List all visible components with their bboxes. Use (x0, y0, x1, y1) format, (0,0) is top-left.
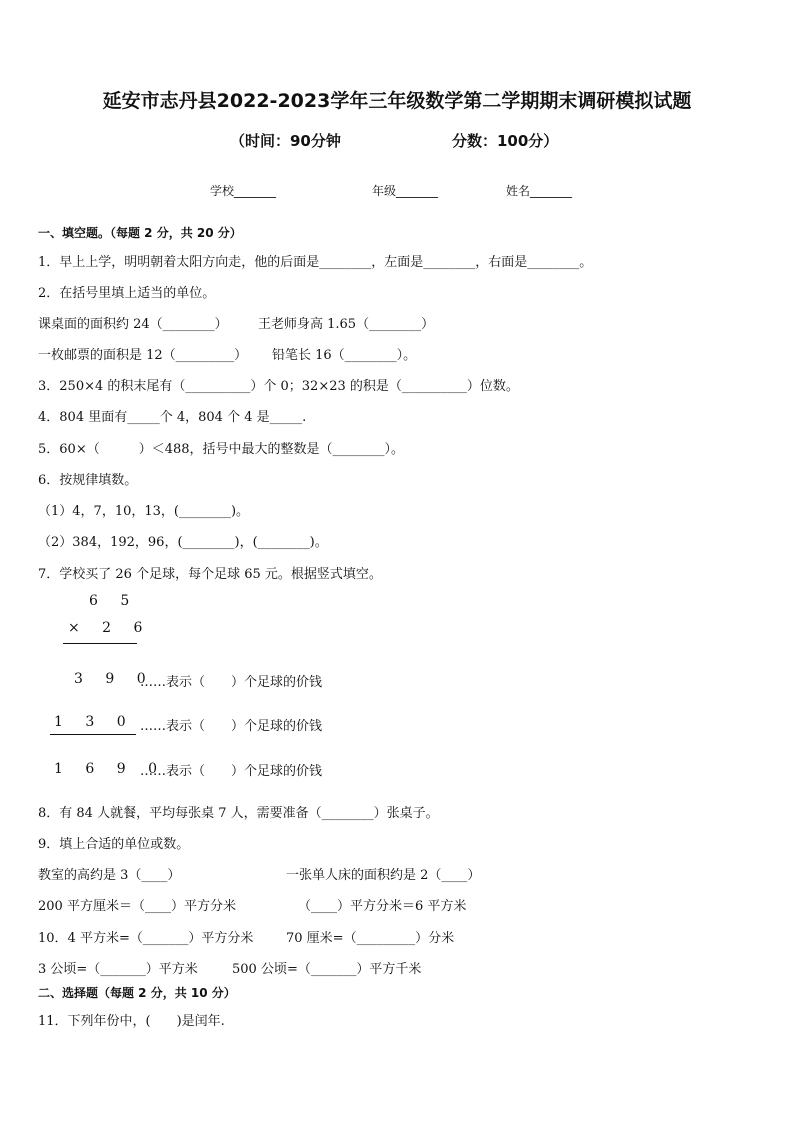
question-4: 4．804 里面有_____个 4，804 个 4 是_____. (38, 410, 307, 425)
question-6-2: （2）384，192，96，(________)，(________)。 (38, 535, 328, 550)
question-6-1: （1）4，7，10，13，(________)。 (38, 504, 250, 519)
calc-partial-1: 3 9 0 (74, 671, 155, 687)
calc-multiplier: × 2 6 (68, 620, 152, 636)
question-10a: 10．4 平方米=（_______）平方分米 (38, 931, 254, 946)
question-9a: 教室的高约是 3（____） (38, 868, 181, 883)
score-info: 分数：100分） (452, 132, 559, 150)
question-9d: （____）平方分米＝6 平方米 (298, 899, 467, 914)
question-9c: 200 平方厘米＝（____）平方分米 (38, 899, 236, 914)
calc-multiplicand: 6 5 (89, 593, 139, 609)
question-1: 1．早上上学，明明朝着太阳方向走，他的后面是________，左面是________，右面是________。 (38, 255, 593, 270)
question-3: 3．250×4 的积末尾有（__________）个 0；32×23 的积是（__________）位数。 (38, 379, 519, 394)
section-choice-heading: 二、选择题（每题 2 分，共 10 分） (38, 986, 236, 1000)
question-10b: 70 厘米=（_________）分米 (286, 931, 455, 946)
question-9: 9．填上合适的单位或数。 (38, 837, 190, 852)
name-field: 姓名_______ (506, 184, 573, 198)
calc-partial-2: 1 3 0 (54, 714, 135, 730)
calc-line-2 (50, 734, 136, 735)
calc-note-3: ……表示（ ）个足球的价钱 (140, 764, 323, 779)
question-2a: 课桌面的面积约 24（________） (38, 317, 228, 332)
section-fill-blank-heading: 一、填空题。（每题 2 分，共 20 分） (38, 226, 242, 240)
school-field: 学校_______ (210, 184, 277, 198)
question-11: 11．下列年份中，( )是闰年. (38, 1014, 225, 1029)
question-2: 2．在括号里填上适当的单位。 (38, 286, 216, 301)
question-10c: 3 公顷=（_______）平方米 (38, 962, 198, 977)
time-info: （时间：90分钟 (230, 132, 341, 150)
page-title: 延安市志丹县2022-2023学年三年级数学第二学期期末调研模拟试题 (102, 90, 692, 112)
grade-field: 年级_______ (372, 184, 439, 198)
question-2c: 一枚邮票的面积是 12（_________） (38, 348, 248, 363)
calc-line-1 (63, 643, 137, 644)
question-2d: 铅笔长 16（________）。 (272, 348, 417, 363)
question-10d: 500 公顷=（_______）平方千米 (232, 962, 422, 977)
question-7: 7．学校买了 26 个足球，每个足球 65 元。根据竖式填空。 (38, 567, 382, 582)
calc-note-2: ……表示（ ）个足球的价钱 (140, 719, 323, 734)
question-8: 8．有 84 人就餐，平均每张桌 7 人，需要准备（________）张桌子。 (38, 806, 439, 821)
question-9b: 一张单人床的面积约是 2（____） (286, 868, 481, 883)
calc-note-1: ……表示（ ）个足球的价钱 (140, 675, 323, 690)
question-6: 6．按规律填数。 (38, 473, 138, 488)
question-2b: 王老师身高 1.65（________） (258, 317, 435, 332)
calc-result: 1 6 9 0 (54, 761, 166, 777)
question-5: 5．60×（ ）＜488，括号中最大的整数是（________）。 (38, 442, 405, 457)
